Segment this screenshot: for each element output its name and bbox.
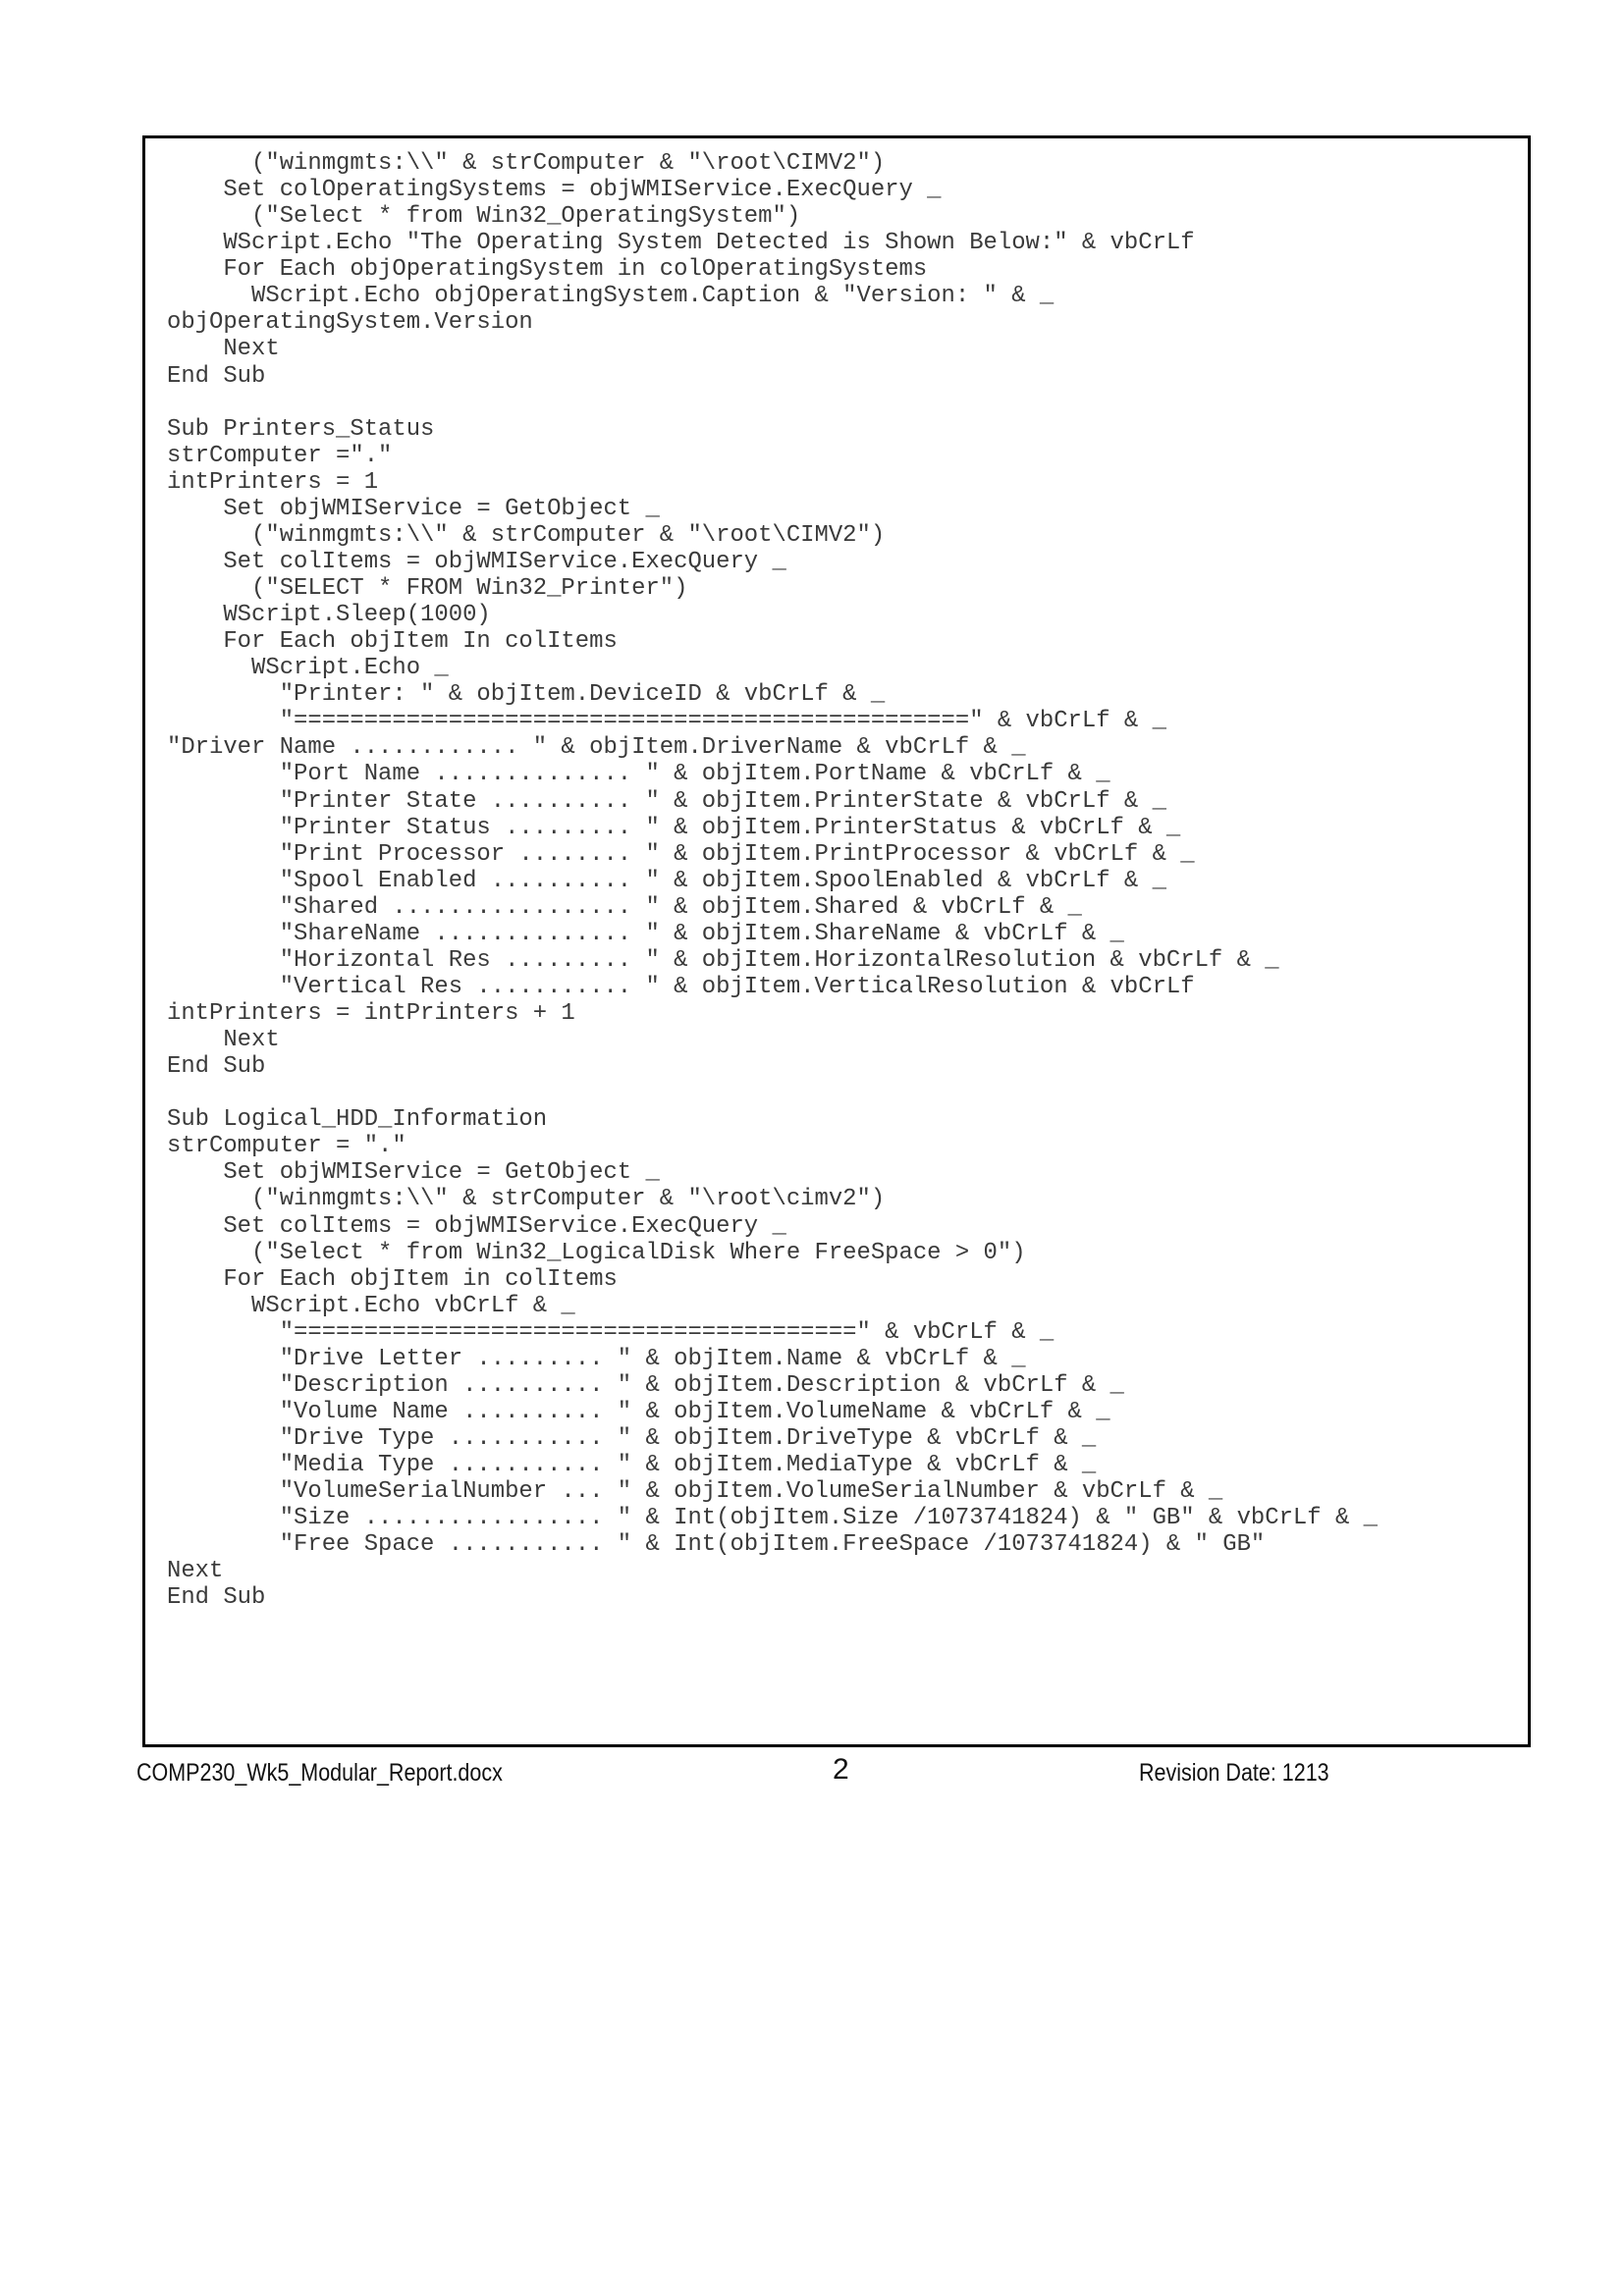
- code-line: "Driver Name ............ " & objItem.DriverName & vbCrLf & _: [167, 734, 1026, 762]
- code-line: "Shared ................. " & objItem.Shared & vbCrLf & _: [167, 893, 1082, 921]
- code-line: ("winmgmts:\\" & strComputer & "\root\CIMV2"): [167, 521, 886, 549]
- code-line: Set objWMIService = GetObject _: [167, 495, 660, 522]
- code-listing: [167, 150, 1378, 1611]
- code-line: "Spool Enabled .......... " & objItem.SpoolEnabled & vbCrLf & _: [167, 867, 1166, 894]
- code-line: WScript.Echo objOperatingSystem.Caption & "Version: " & _: [167, 283, 1055, 310]
- code-line: ("SELECT * FROM Win32_Printer"): [167, 575, 688, 602]
- code-line: intPrinters = intPrinters + 1: [167, 1000, 575, 1027]
- code-line: "Printer Status ......... " & objItem.PrinterStatus & vbCrLf & _: [167, 814, 1181, 841]
- code-line: "Horizontal Res ......... " & objItem.HorizontalResolution & vbCrLf & _: [167, 946, 1279, 974]
- footer-page-number: 2: [833, 1753, 849, 1786]
- code-line: WScript.Echo _: [167, 655, 449, 682]
- code-line: Set colOperatingSystems = objWMIService.ExecQuery _: [167, 177, 942, 204]
- code-line: "Size ................. " & Int(objItem.Size /1073741824) & " GB" & vbCrLf & _: [167, 1505, 1378, 1532]
- code-line: "Volume Name .......... " & objItem.VolumeName & vbCrLf & _: [167, 1398, 1110, 1425]
- code-line: "================================================" & vbCrLf & _: [167, 708, 1166, 735]
- code-line: End Sub: [167, 1053, 266, 1081]
- code-line: End Sub: [167, 362, 266, 390]
- code-line: For Each objOperatingSystem in colOperatingSystems: [167, 256, 928, 284]
- code-listing-box: [142, 135, 1531, 1747]
- code-line: "Port Name .............. " & objItem.PortName & vbCrLf & _: [167, 761, 1110, 788]
- code-line: Next: [167, 1027, 280, 1054]
- code-line: Set colItems = objWMIService.ExecQuery _: [167, 548, 786, 575]
- code-line: ("Select * from Win32_OperatingSystem"): [167, 203, 801, 231]
- code-line: For Each objItem in colItems: [167, 1265, 618, 1293]
- footer-revision-date: Revision Date: 1213: [1139, 1759, 1329, 1787]
- code-line: Sub Logical_HDD_Information: [167, 1106, 548, 1134]
- code-line: End Sub: [167, 1584, 266, 1612]
- code-line: "Free Space ........... " & Int(objItem.FreeSpace /1073741824) & " GB": [167, 1531, 1266, 1559]
- code-line: "Drive Letter ......... " & objItem.Name & vbCrLf & _: [167, 1345, 1026, 1372]
- code-line: "========================================" & vbCrLf & _: [167, 1318, 1055, 1346]
- code-line: objOperatingSystem.Version: [167, 309, 533, 337]
- code-line: "ShareName .............. " & objItem.ShareName & vbCrLf & _: [167, 920, 1124, 947]
- code-line: ("Select * from Win32_LogicalDisk Where FreeSpace > 0"): [167, 1239, 1026, 1266]
- code-line: "Printer State .......... " & objItem.PrinterState & vbCrLf & _: [167, 787, 1166, 815]
- code-line: "Media Type ........... " & objItem.MediaType & vbCrLf & _: [167, 1452, 1097, 1479]
- code-line: "VolumeSerialNumber ... " & objItem.VolumeSerialNumber & vbCrLf & _: [167, 1478, 1223, 1506]
- code-line: Sub Printers_Status: [167, 415, 435, 443]
- code-line: WScript.Sleep(1000): [167, 602, 491, 629]
- footer-filename: COMP230_Wk5_Modular_Report.docx: [136, 1759, 503, 1787]
- code-line: [167, 1080, 1378, 1106]
- code-line: For Each objItem In colItems: [167, 628, 618, 656]
- code-line: "Print Processor ........ " & objItem.PrintProcessor & vbCrLf & _: [167, 840, 1195, 868]
- code-line: "Description .......... " & objItem.Description & vbCrLf & _: [167, 1371, 1124, 1399]
- code-line: Next: [167, 1558, 224, 1585]
- code-line: WScript.Echo vbCrLf & _: [167, 1292, 575, 1319]
- code-line: "Printer: " & objItem.DeviceID & vbCrLf & _: [167, 681, 886, 709]
- code-line: "Drive Type ........... " & objItem.DriveType & vbCrLf & _: [167, 1425, 1097, 1452]
- code-line: Set colItems = objWMIService.ExecQuery _: [167, 1212, 786, 1240]
- code-line: WScript.Echo "The Operating System Detected is Shown Below:" & vbCrLf: [167, 230, 1195, 257]
- code-line: strComputer = ".": [167, 1133, 406, 1160]
- code-line: ("winmgmts:\\" & strComputer & "\root\cimv2"): [167, 1186, 886, 1213]
- code-line: strComputer =".": [167, 442, 393, 469]
- code-line: ("winmgmts:\\" & strComputer & "\root\CIMV2"): [167, 150, 886, 177]
- code-line: Next: [167, 336, 280, 363]
- code-line: Set objWMIService = GetObject _: [167, 1159, 660, 1187]
- code-line: intPrinters = 1: [167, 468, 379, 496]
- code-line: "Vertical Res ........... " & objItem.VerticalResolution & vbCrLf: [167, 973, 1195, 1000]
- code-line: [167, 390, 1378, 416]
